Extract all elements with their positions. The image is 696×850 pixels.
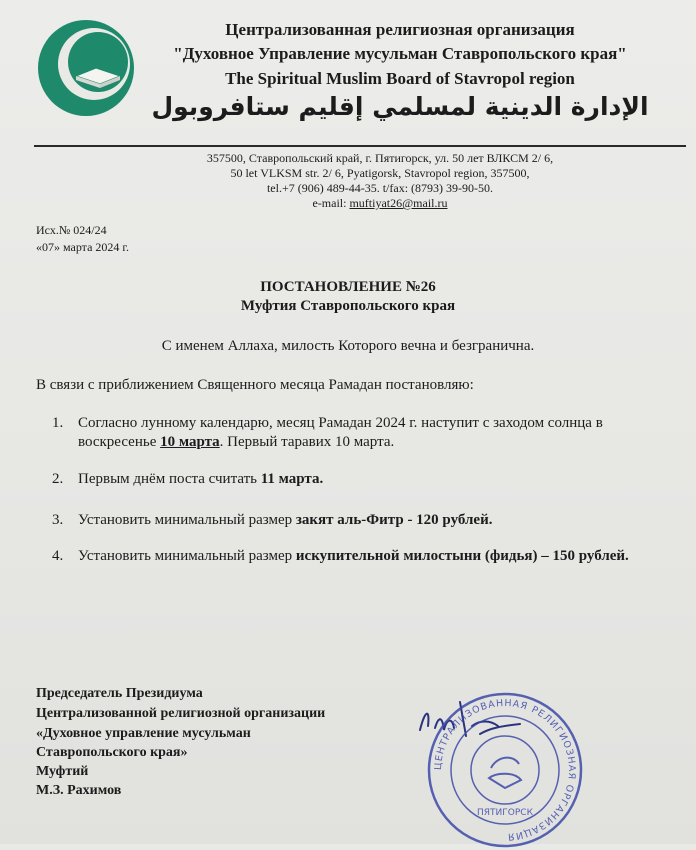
- item-number: 1.: [52, 415, 64, 431]
- item-bold-text: закят аль-Фитр - 120 рублей.: [295, 512, 493, 528]
- address-en: 50 let VLKSM str. 2/ 6, Pyatigorsk, Stavropol region, 357500,: [230, 166, 530, 180]
- item-bold-text: 10 марта: [160, 434, 220, 450]
- list-item: [52, 414, 632, 452]
- item-bold-text: 11 марта.: [260, 471, 324, 487]
- item-number: 2.: [52, 471, 64, 487]
- signer-title: Муфтий: [36, 764, 89, 779]
- decree-subtitle: Муфтия Ставропольского края: [240, 298, 456, 314]
- org-name-ru: Централизованная религиозная организация: [225, 20, 575, 39]
- board-name-en: The Spiritual Muslim Board of Stavropol region: [225, 69, 575, 88]
- phone-line: tel.+7 (906) 489-44-35. t/fax: (8793) 39-90-50.: [266, 181, 494, 195]
- email-label: e-mail:: [312, 196, 350, 210]
- list-item: [52, 470, 632, 489]
- email-line: [120, 196, 640, 211]
- item-text: Установить минимальный размер: [78, 512, 296, 528]
- decree-title: ПОСТАНОВЛЕНИЕ №26: [260, 279, 436, 295]
- email-link[interactable]: muftiyat26@mail.ru: [349, 196, 448, 210]
- item-bold-text: искупительной милостыни (фидья) – 150 рублей.: [295, 548, 629, 564]
- item-number: 4.: [52, 548, 64, 564]
- basmala: С именем Аллаха, милость Которого вечна и безгранична.: [161, 338, 535, 354]
- signer-position: Председатель Президиума: [36, 686, 203, 701]
- document-date: «07» марта 2024 г.: [36, 240, 129, 254]
- item-text: Согласно лунному календарю, месяц Рамадан 2024 г. наступит с заходом солнца в воскресенье: [78, 415, 603, 450]
- item-text: Установить минимальный размер: [78, 548, 296, 564]
- signer-org-name: «Духовное управление мусульман: [36, 726, 251, 741]
- official-stamp: [425, 690, 585, 850]
- signer-name: М.З. Рахимов: [36, 783, 122, 798]
- stamp-city: ПЯТИГОРСК: [477, 808, 533, 818]
- board-name-ru: "Духовное Управление мусульман Ставропольского края": [173, 44, 627, 63]
- svg-text:ЦЕНТРАЛИЗОВАННАЯ РЕЛИГИОЗНАЯ О: [433, 698, 577, 842]
- item-text-end: . Первый таравих 10 марта.: [219, 434, 395, 450]
- header-divider: [34, 145, 686, 147]
- intro-paragraph: В связи с приближением Священного месяца Рамадан постановляю:: [36, 377, 474, 393]
- list-item: [52, 511, 632, 530]
- address-ru: 357500, Ставропольский край, г. Пятигорск, ул. 50 лет ВЛКСМ 2/ 6,: [206, 151, 554, 165]
- item-number: 3.: [52, 512, 64, 528]
- signer-org-region: Ставропольского края»: [36, 745, 188, 760]
- item-text: Первым днём поста считать: [78, 471, 261, 487]
- outgoing-number: Исх.№ 024/24: [36, 223, 107, 237]
- stamp-outer-text: ЦЕНТРАЛИЗОВАННАЯ РЕЛИГИОЗНАЯ ОРГАНИЗАЦИЯ: [432, 697, 578, 843]
- list-item: [52, 547, 632, 566]
- crescent-book-logo: [36, 18, 136, 118]
- board-name-ar: الإدارة الدينية لمسلمي إقليم ستافروبول: [151, 92, 649, 121]
- signer-org: Централизованной религиозной организации: [36, 706, 326, 721]
